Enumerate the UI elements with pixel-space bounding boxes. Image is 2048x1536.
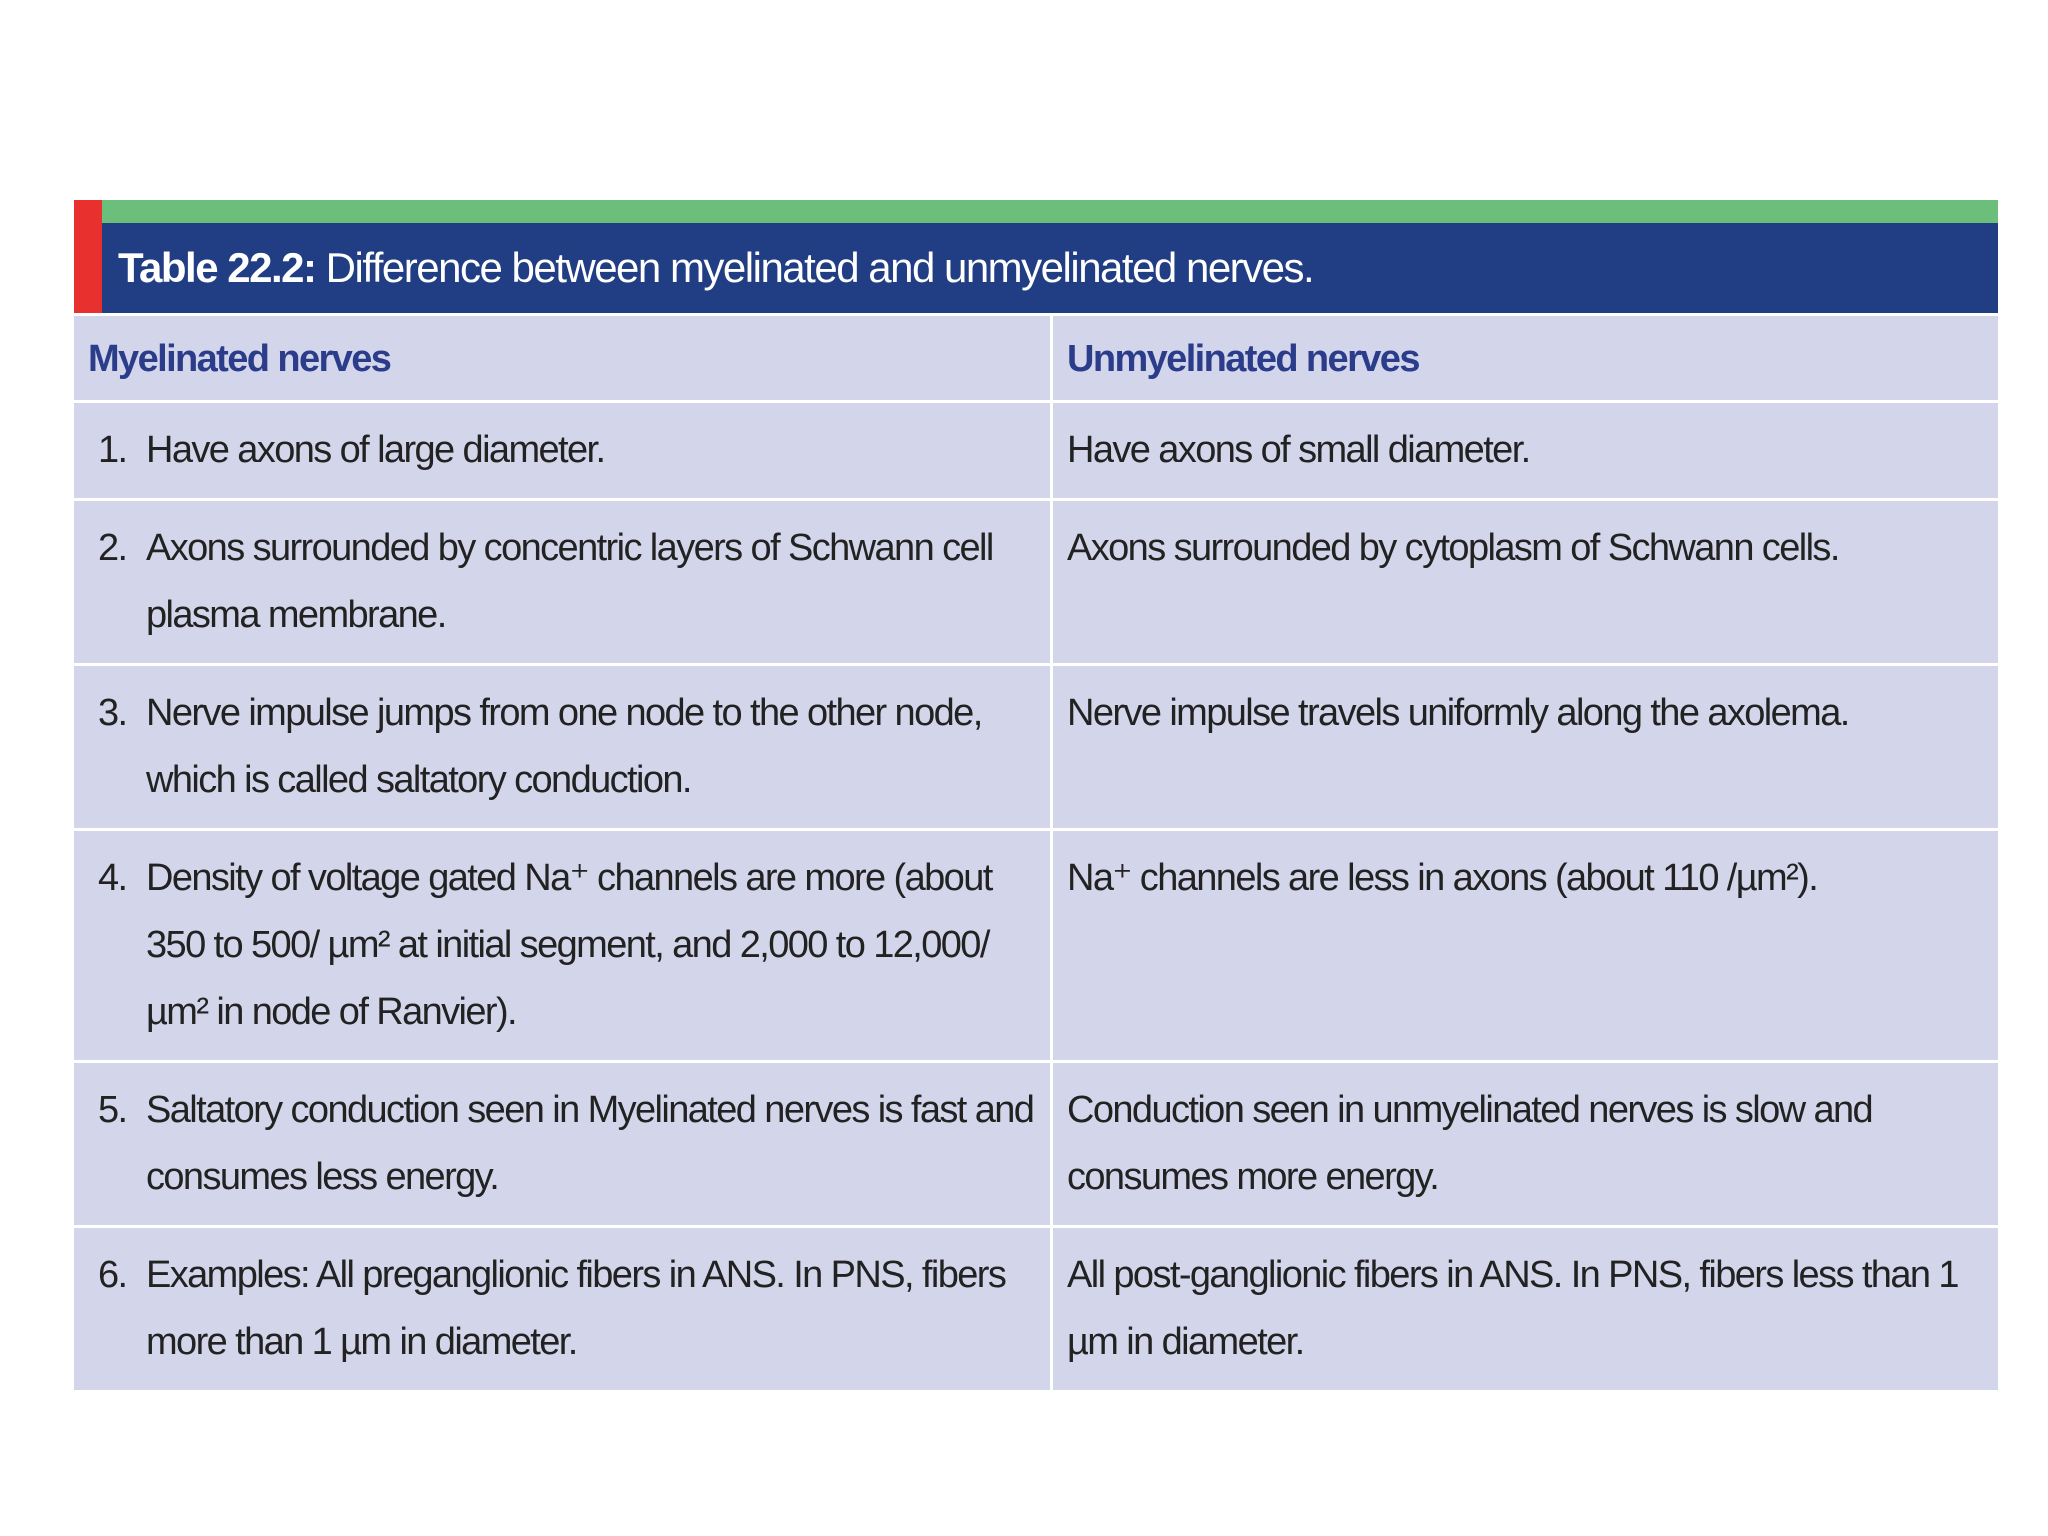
myelinated-cell [74, 1062, 1052, 1227]
myelinated-cell [74, 500, 1052, 665]
unmyelinated-cell: Nerve impulse travels uniformly along the axolema. [1052, 665, 1999, 830]
myelinated-cell [74, 830, 1052, 1062]
unmyelinated-cell: All post-ganglionic fibers in ANS. In PNS, fibers less than 1 µm in diameter. [1052, 1227, 1999, 1391]
myelinated-text: Have axons of large diameter. [146, 429, 605, 471]
unmyelinated-cell: Have axons of small diameter. [1052, 402, 1999, 500]
header-myelinated: Myelinated nerves [74, 315, 1052, 402]
myelinated-text: Saltatory conduction seen in Myelinated nerves is fast and consumes less energy. [146, 1089, 1034, 1198]
table-caption-text [118, 244, 1313, 292]
row-number: 2. [98, 527, 127, 569]
myelinated-cell [74, 402, 1052, 500]
row-number: 6. [98, 1254, 127, 1296]
table-row [74, 1227, 1998, 1391]
red-accent-mark [74, 200, 102, 313]
table-row [74, 500, 1998, 665]
table-row [74, 1062, 1998, 1227]
table-row [74, 830, 1998, 1062]
myelinated-cell [74, 1227, 1052, 1391]
row-number: 3. [98, 692, 127, 734]
nerve-comparison-table [74, 200, 1998, 1390]
myelinated-text: Examples: All preganglionic fibers in ANS. In PNS, fibers more than 1 µm in diameter. [146, 1254, 1006, 1363]
header-row [74, 315, 1998, 402]
table-title: Difference between myelinated and unmyelinated nerves. [315, 244, 1314, 291]
row-number: 5. [98, 1089, 127, 1131]
unmyelinated-cell: Na⁺ channels are less in axons (about 110 /µm²). [1052, 830, 1999, 1062]
myelinated-text: Nerve impulse jumps from one node to the other node, which is called saltatory conduction. [146, 692, 982, 801]
header-unmyelinated: Unmyelinated nerves [1052, 315, 1999, 402]
table-caption [74, 223, 1998, 313]
unmyelinated-cell: Axons surrounded by cytoplasm of Schwann cells. [1052, 500, 1999, 665]
table-row [74, 665, 1998, 830]
myelinated-text: Axons surrounded by concentric layers of Schwann cell plasma membrane. [146, 527, 993, 636]
row-number: 4. [98, 857, 127, 899]
table-number-label: Table 22.2: [118, 244, 316, 291]
unmyelinated-cell: Conduction seen in unmyelinated nerves is slow and consumes more energy. [1052, 1062, 1999, 1227]
myelinated-cell [74, 665, 1052, 830]
myelinated-text: Density of voltage gated Na⁺ channels are more (about 350 to 500/ µm² at initial segment, and 2,000 to 12,000/µm² in node of Ranvier). [146, 857, 992, 1033]
comparison-grid [74, 313, 1998, 1390]
green-accent-bar [102, 200, 1998, 223]
row-number: 1. [98, 429, 127, 471]
table-row [74, 402, 1998, 500]
